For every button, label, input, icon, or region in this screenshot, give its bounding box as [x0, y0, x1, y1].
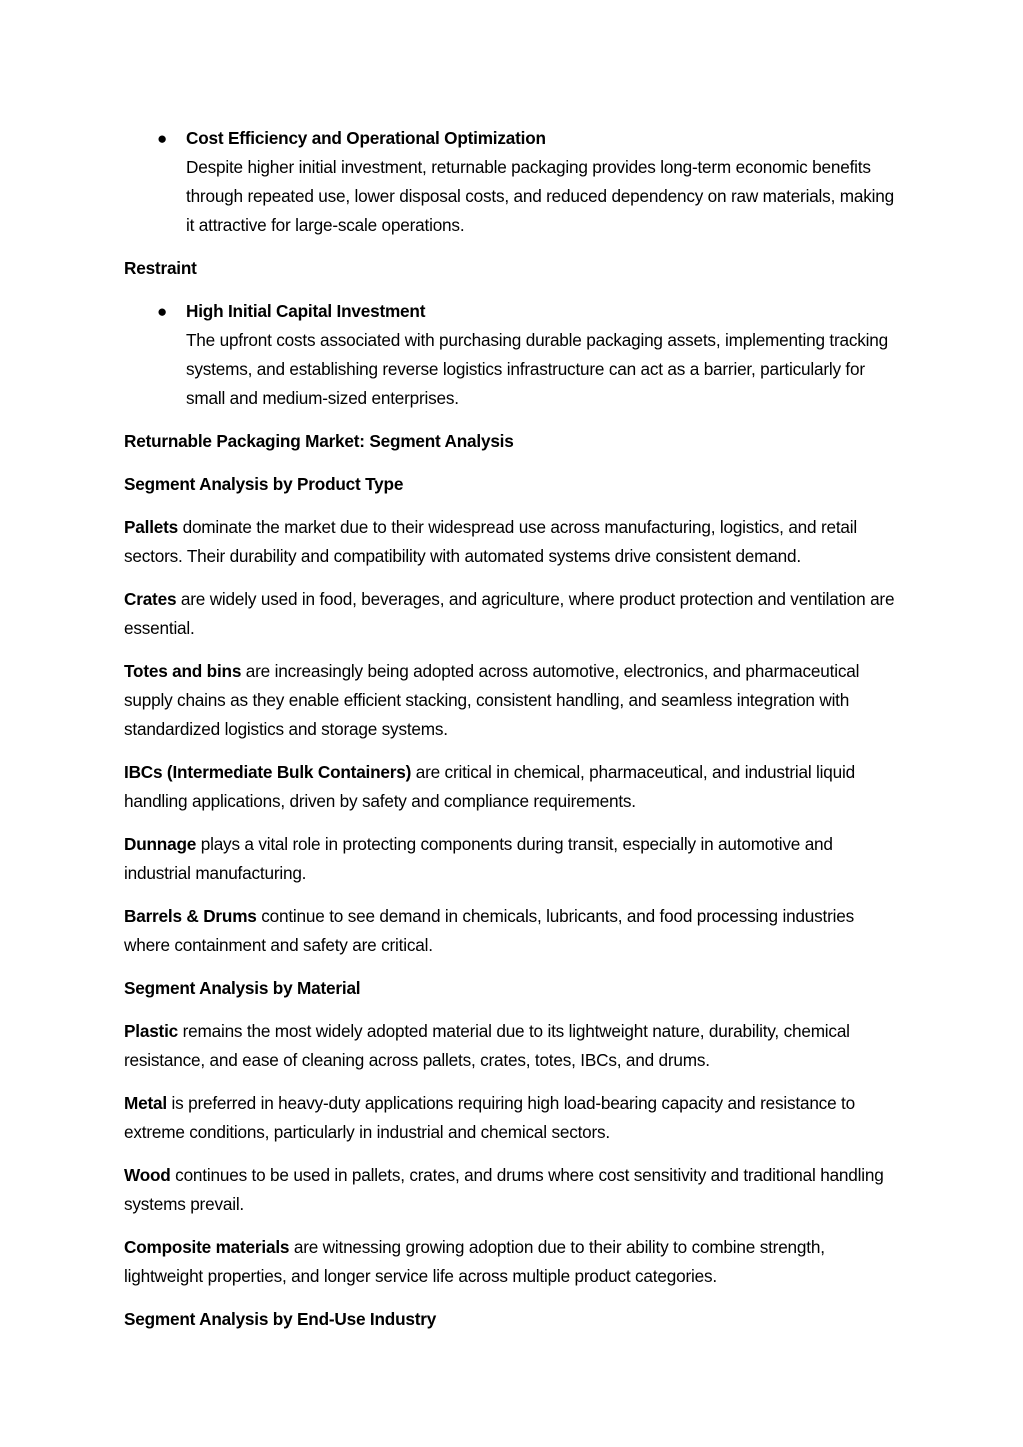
paragraph-text: dominate the market due to their widespread use across manufacturing, logistics, and retail sectors. Their durability and compatibility with automated systems drive consistent demand. — [124, 517, 858, 566]
paragraph-text: are witnessing growing adoption due to their ability to combine strength, lightweight properties, and longer service life across multiple product categories. — [124, 1237, 825, 1286]
bullet-icon: ● — [157, 302, 168, 321]
paragraph-dunnage — [124, 830, 899, 888]
paragraph-text: is preferred in heavy-duty applications requiring high load-bearing capacity and resistance to extreme conditions, particularly in industrial and chemical sectors. — [124, 1093, 855, 1142]
term: Composite materials — [124, 1237, 290, 1257]
paragraph-text: continues to be used in pallets, crates, and drums where cost sensitivity and traditional handling systems prevail. — [124, 1165, 884, 1214]
paragraph-metal — [124, 1089, 899, 1147]
product-type-heading: Segment Analysis by Product Type — [124, 474, 404, 494]
bullet-title: High Initial Capital Investment — [186, 301, 426, 321]
paragraph-text: remains the most widely adopted material due to its lightweight nature, durability, chemical resistance, and ease of cleaning across pallets, crates, totes, IBCs, and drums. — [124, 1021, 850, 1070]
paragraph-crates — [124, 585, 899, 643]
paragraph-text: continue to see demand in chemicals, lubricants, and food processing industries where containment and safety are critical. — [124, 906, 855, 955]
bullet-title: Cost Efficiency and Operational Optimization — [186, 128, 546, 148]
term: Plastic — [124, 1021, 179, 1041]
paragraph-wood — [124, 1161, 899, 1219]
term: Wood — [124, 1165, 171, 1185]
term: Dunnage — [124, 834, 197, 854]
term: Crates — [124, 589, 177, 609]
bullet-icon: ● — [157, 129, 168, 148]
paragraph-pallets — [124, 513, 899, 571]
material-heading: Segment Analysis by Material — [124, 978, 361, 998]
bullet-body: The upfront costs associated with purchasing durable packaging assets, implementing tracking systems, and establishing reverse logistics infrastructure can act as a barrier, particularly for small and medium-sized enterprises. — [186, 330, 888, 408]
end-use-heading: Segment Analysis by End-Use Industry — [124, 1309, 437, 1329]
term: Metal — [124, 1093, 167, 1113]
paragraph-composite — [124, 1233, 899, 1291]
term: Pallets — [124, 517, 179, 537]
bullet-cost-efficiency — [124, 124, 899, 240]
segment-heading: Returnable Packaging Market: Segment Analysis — [124, 431, 514, 451]
term: Totes and bins — [124, 661, 242, 681]
bullet-capital-investment — [124, 297, 899, 413]
paragraph-text: plays a vital role in protecting components during transit, especially in automotive and industrial manufacturing. — [124, 834, 833, 883]
paragraph-text: are widely used in food, beverages, and agriculture, where product protection and ventilation are essential. — [124, 589, 895, 638]
paragraph-text: are increasingly being adopted across automotive, electronics, and pharmaceutical supply chains as they enable efficient stacking, consistent handling, and seamless integration with standardized logistics and storage systems. — [124, 661, 860, 739]
paragraph-plastic — [124, 1017, 899, 1075]
document-page — [124, 124, 899, 1334]
bullet-body: Despite higher initial investment, returnable packaging provides long-term economic benefits through repeated use, lower disposal costs, and reduced dependency on raw materials, making it attractive for large-scale operations. — [186, 157, 894, 235]
paragraph-ibcs — [124, 758, 899, 816]
paragraph-barrels — [124, 902, 899, 960]
term: IBCs (Intermediate Bulk Containers) — [124, 762, 412, 782]
paragraph-totes — [124, 657, 899, 744]
term: Barrels & Drums — [124, 906, 257, 926]
restraint-heading: Restraint — [124, 258, 197, 278]
paragraph-text: are critical in chemical, pharmaceutical, and industrial liquid handling applications, driven by safety and compliance requirements. — [124, 762, 855, 811]
